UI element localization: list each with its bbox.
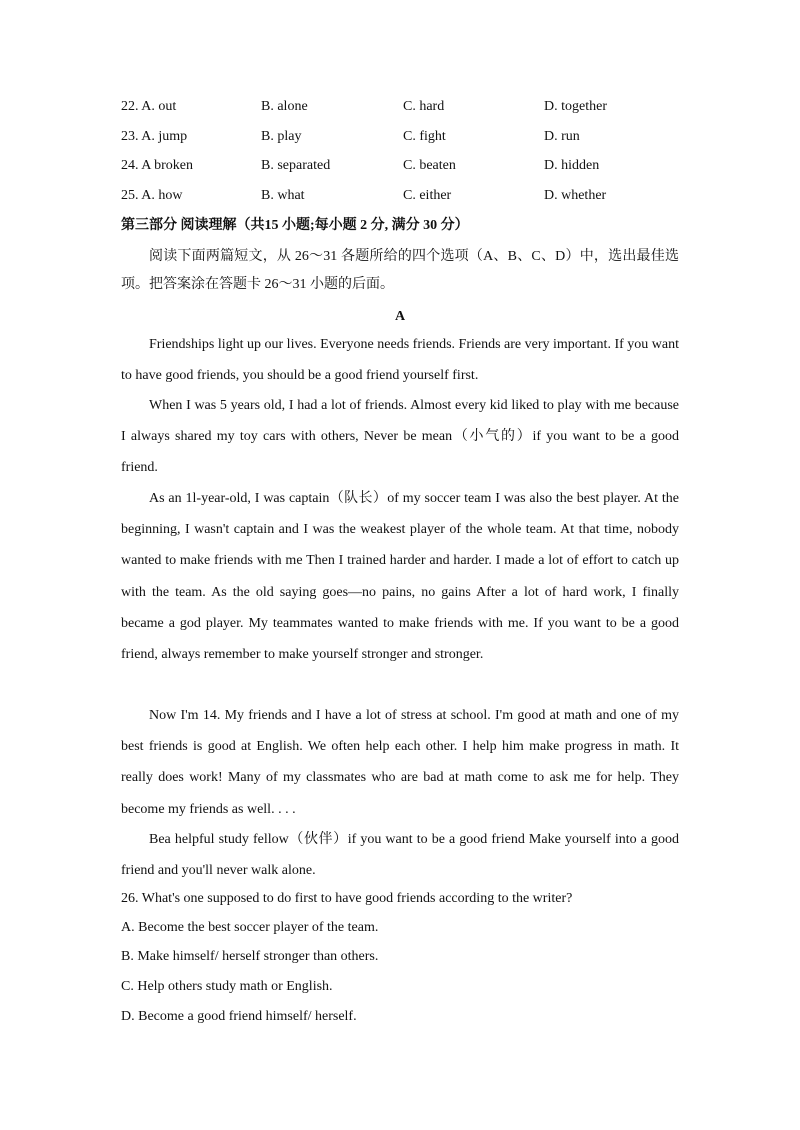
option-24a: 24. A broken [121,158,193,173]
option-25b: B. what [261,188,305,203]
option-22b: B. alone [261,99,308,114]
option-25a: 25. A. how [121,188,183,203]
paragraph-4: Now I'm 14. My friends and I have a lot of stress at school. I'm good at math and one of my best friends is good at English. We often help each other. I help him make progress in math. It really does work! Many of my classmates who are bad at math come to ask me for help. They become my friends as well. . . . [121,708,679,817]
option-25d: D. whether [544,188,607,203]
instructions: 阅读下面两篇短文，从 26～31 各题所给的四个选项（A、B、C、D）中，选出最佳选项。把答案涂在答题卡 26～31 小题的后面。 [121,249,679,292]
option-25c: C. either [403,188,452,203]
paragraph-1: Friendships light up our lives. Everyone needs friends. Friends are very important. If you want to have good friends, you should be a good friend yourself first. [121,337,679,384]
section-title: 第三部分 阅读理解（共15 小题;每小题 2 分, 满分 30 分） [121,218,469,233]
option-22a: 22. A. out [121,99,177,114]
option-23d: D. run [544,129,580,144]
option-24b: B. separated [261,158,331,173]
question-26: 26. What's one supposed to do first to have good friends according to the writer? [121,891,573,906]
option-24d: D. hidden [544,158,600,173]
paragraph-3: As an 1l-year-old, I was captain（队长）of my soccer team I was also the best player. At the beginning, I wasn't captain and I was the weakest player of the whole team. At that time, nobody wanted to make friends with me Then I trained harder and harder. I made a lot of effort to catch up with the team. As the old saying goes—no pains, no gains After a lot of hard work, I finally became a god player. My teammates wanted to make friends with me. If you want to be a good friend, always remember to make yourself stronger and stronger. [121,491,679,663]
choice-d: D. Become a good friend himself/ herself. [121,1009,357,1024]
choice-b: B. Make himself/ herself stronger than others. [121,949,379,964]
paragraph-5: Bea helpful study fellow（伙伴）if you want to be a good friend Make yourself into a good friend and you'll never walk alone. [121,832,679,879]
choice-c: C. Help others study math or English. [121,979,333,994]
passage-label: A [394,309,406,324]
option-22c: C. hard [403,99,445,114]
paragraph-2: When I was 5 years old, I had a lot of friends. Almost every kid liked to play with me because I always shared my toy cars with others, Never be mean（小气的）if you want to be a good friend. [121,398,679,476]
choice-a: A. Become the best soccer player of the team. [121,920,379,935]
option-23c: C. fight [403,129,446,144]
option-23a: 23. A. jump [121,129,188,144]
option-23b: B. play [261,129,302,144]
option-24c: C. beaten [403,158,456,173]
option-22d: D. together [544,99,607,114]
